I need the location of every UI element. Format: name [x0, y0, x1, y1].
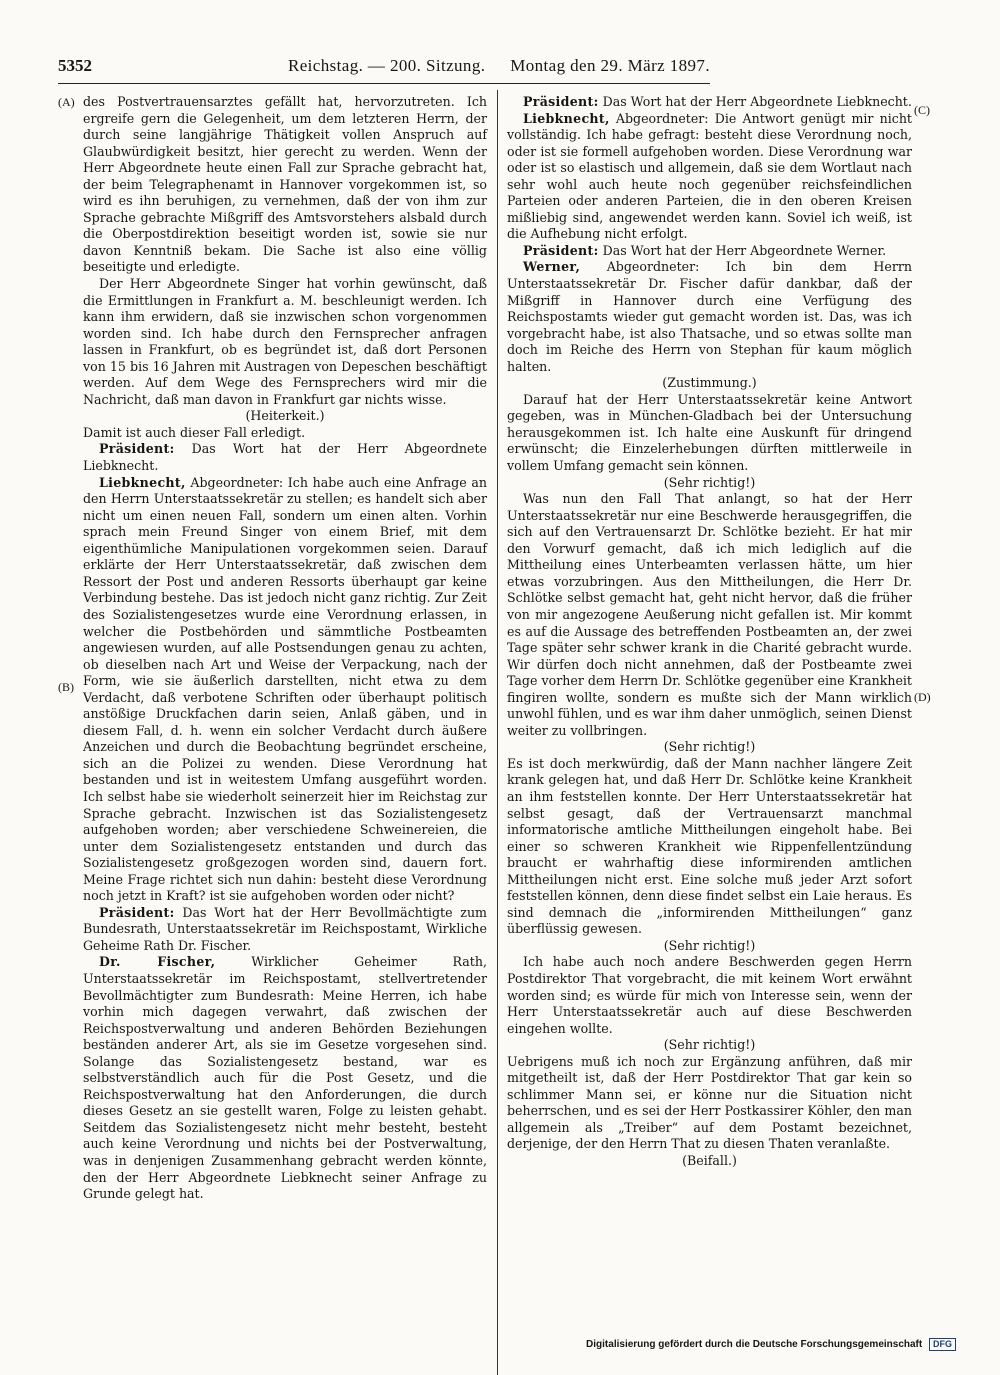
margin-mark-d: (D) — [914, 690, 931, 704]
speaker-name: Dr. Fischer, — [99, 954, 216, 970]
footer-text: Digitalisierung gefördert durch die Deutsche Forschungsgemeinschaft — [586, 1339, 923, 1350]
speaker-name: Werner, — [523, 259, 581, 275]
header-rule — [58, 83, 710, 84]
paragraph — [507, 392, 912, 475]
paragraph — [507, 954, 912, 1037]
margin-mark-b: (B) — [58, 680, 74, 694]
paragraph-text: (Zustimmung.) — [662, 375, 757, 391]
paragraph-text: Wirklicher Geheimer Rath, Unterstaatssekretär im Reichspostamt, stellvertretender Bevollmächtigter zum Bundesrath: Meine Herren, ich habe vorhin mich dagegen verwahrt, daß zwischen der Reichspostverwaltung und anderen Behörden Beziehungen beständen anderer Art, als sie im Gesetze vorgesehen sind. Solange das Sozialistengesetz bestand, war es selbstverständlich auch für die Post Gesetz, und die Reichspostverwaltung hat den Anforderungen, die durch dieses Gesetz an sie gestellt waren, Folge zu leisten gehabt. Seitdem das Sozialistengesetz nicht mehr besteht, besteht auch keine Verordnung und nichts bei der Postverwaltung, was in denjenigen Zusammenhang gebracht werden könnte, den der Herr Abgeordnete Liebknecht seiner Anfrage zu Grunde gelegt hat. — [83, 954, 487, 1202]
paragraph — [507, 491, 912, 739]
speaker-name: Liebknecht, — [523, 110, 610, 126]
paragraph-text: (Sehr richtig!) — [663, 937, 756, 953]
column-divider — [497, 90, 498, 1375]
paragraph-text: Darauf hat der Herr Unterstaatssekretär keine Antwort gegeben, was in München-Gladbach bei der Untersuchung herausgekommen ist. Ich halte eine Auskunft für dringend erwünscht; die Einzelerhebungen dürften mittlerweile in vollem Umfang gemacht sein können. — [507, 391, 912, 474]
paragraph-text: Was nun den Fall That anlangt, so hat der Herr Unterstaatssekretär nur eine Beschwerde herausgegriffen, die sich auf den Vertrauensarzt Dr. Schlötke bezieht. Er hat mir den Vorwurf gemacht, daß ich mich lediglich auf die Mittheilung eines Unterbeamten verlassen hätte, um hier etwas vorzubringen. Aus den Mittheilungen, die Herr Dr. Schlötke selbst gemacht hat, geht nicht hervor, daß die früher von mir angezogene Aeußerung nicht gefallen ist. Mir kommt es auf die Aussage des betreffenden Postbeamten an, der zwei Tage später sehr schwer krank in die Charité gebracht wurde. Wir dürfen doch nicht annehmen, daß der Postbeamte zwei Tage vorher dem Herrn Dr. Schlötke gegenüber eine Krankheit fingiren wollte, sondern es mußte sich der Mann wirklich unwohl fühlen, und es war ihm daher unmöglich, seinen Dienst weiter zu vollbringen. — [507, 491, 912, 738]
paragraph — [507, 756, 912, 938]
paragraph — [83, 954, 487, 1202]
speaker-name: Präsident: — [99, 904, 175, 920]
dfg-logo: DFG — [929, 1338, 956, 1351]
paragraph-text: Damit ist auch dieser Fall erledigt. — [83, 424, 306, 440]
paragraph-text: Abgeordneter: Die Antwort genügt mir nicht vollständig. Ich habe gefragt: besteht diese Verordnung noch, oder ist sie formell aufgehoben worden. Diese Verordnung war oder ist so elastisch und allgemein, daß sie dem Wortlaut nach sehr wohl auch heute noch gegenüber reichsfeindlichen Parteien oder anderen Parteien, die in den oberen Kreisen mißliebig sind, angewendet werden kann. Soviel ich weiß, ist die Aufhebung nicht erfolgt. — [507, 110, 912, 242]
paragraph-text: (Heiterkeit.) — [245, 408, 325, 424]
paragraph — [83, 425, 487, 442]
session-date: Montag den 29. März 1897. — [510, 56, 710, 75]
speaker-name: Präsident: — [523, 94, 599, 109]
paragraph — [83, 94, 487, 276]
page-header — [58, 56, 710, 80]
paragraph — [83, 475, 487, 905]
right-column — [507, 94, 912, 1170]
left-column — [83, 94, 487, 1203]
interjection — [507, 739, 912, 756]
margin-mark-c: (C) — [914, 103, 930, 117]
interjection — [507, 1153, 912, 1170]
paragraph-text: des Postvertrauensarztes gefällt hat, hervorzutreten. Ich ergreife gern die Gelegenheit, um dem letzteren Herrn, der durch seine langjährige Thätigkeit vollen Anspruch auf Glaubwürdigkeit besitzt, hier gerecht zu werden. Wenn der Herr Abgeordnete heute einen Fall zur Sprache gebracht hat, der beim Telegraphenamt in Hannover vorgekommen ist, so wird es ihn beruhigen, zu vernehmen, daß der von ihm zur Sprache gebrachte Mißgriff des Amtsvorstehers alsbald durch die Oberpostdirektion beseitigt worden ist, sowie sie nur davon Kenntniß bekam. Die Sache ist also eine völlig beseitigte und erledigte. — [83, 94, 487, 275]
speaker-name: Präsident: — [99, 441, 175, 457]
paragraph-text: Abgeordneter: Ich bin dem Herrn Unterstaatssekretär Dr. Fischer dafür dankbar, daß der Mißgriff in Hannover durch eine Verfügung des Reichspostamts wieder gut gemacht worden ist. Das, was ich vorgebracht habe, ist also Thatsache, und so etwas sollte man doch im Reiche des Herrn von Stephan für kaum möglich halten. — [507, 259, 912, 374]
interjection — [507, 475, 912, 492]
paragraph-text: Der Herr Abgeordnete Singer hat vorhin gewünscht, daß die Ermittlungen in Frankfurt a. M. beschleunigt werden. Ich kann ihm erwidern, daß sie inzwischen schon vorgenommen worden sind. Ich habe durch den Fernsprecher anfragen lassen in Frankfurt, ob es begründet ist, daß dort Personen von 15 bis 16 Jahren mit Austragen von Depeschen beschäftigt werden. Auf dem Wege des Fernsprechers wird mir die Nachricht, daß man davon in Frankfurt gar nichts wisse. — [83, 276, 487, 407]
page-number: 5352 — [58, 56, 92, 75]
paragraph — [507, 243, 912, 260]
speaker-name: Präsident: — [523, 242, 599, 258]
interjection — [507, 375, 912, 392]
paragraph-text: (Sehr richtig!) — [663, 739, 756, 755]
paragraph-text: Das Wort hat der Herr Bevollmächtigte zum Bundesrath, Unterstaatssekretär im Reichspostamt, Wirkliche Geheime Rath Dr. Fischer. — [83, 904, 487, 953]
paragraph-text: Es ist doch merkwürdig, daß der Mann nachher längere Zeit krank gelegen hat, und daß Herr Dr. Schlötke keine Krankheit an ihm feststellen konnte. Der Herr Unterstaatssekretär hat selbst gesagt, daß der Vertrauensarzt manchmal informatorische amtliche Mittheilungen eingeholt habe. Bei einer so schweren Krankheit wie Rippenfellentzündung braucht er wahrhaftig diese informirenden amtlichen Mittheilungen nicht erst. Eine solche muß jeder Arzt sofort feststellen können, denn diese findet selbst ein Laie heraus. Es sind demnach die „informirenden Mittheilungen“ ganz überflüssig gewesen. — [507, 755, 912, 937]
paragraph — [507, 94, 912, 111]
paragraph — [83, 905, 487, 955]
interjection — [507, 938, 912, 955]
paragraph-text: (Sehr richtig!) — [663, 1037, 756, 1053]
paragraph-text: Abgeordneter: Ich habe auch eine Anfrage an den Herrn Unterstaatssekretär zu stellen; es handelt sich aber nicht um einen neuen Fall, sondern um einen alten. Vorhin sprach mein Freund Singer von einem Brief, mit dem eigenthümliche Manipulationen vorgekommen seien. Darauf erklärte der Herr Unterstaatssekretär, daß zwischen dem Ressort der Post und anderen Ressorts überhaupt gar keine Verbindung bestehe. Das ist jedoch nicht ganz richtig. Zur Zeit des Sozialistengesetzes wurde eine Verordnung erlassen, in welcher die Postbehörden und sämmtliche Postbeamten angewiesen wurden, auf alle Postsendungen genau zu achten, ob dieselben nach Art und Weise der Verpackung, nach der Form, wie sie äußerlich darstellten, nicht etwa zu dem Verdacht, daß verbotene Schriften oder überhaupt politisch anstößige Druckfachen darin seien, Anlaß gäben, und in diesem Fall, d. h. wenn ein solcher Verdacht durch äußere Anzeichen und durch die Beobachtung begründet erscheine, sich an die Polizei zu wenden. Diese Verordnung hat bestanden und ist in weitestem Umfang ausgeführt worden. Ich selbst habe sie wiederholt seinerzeit hier im Reichstag zur Sprache gebracht. Inzwischen ist das Sozialistengesetz aufgehoben worden; aber verschiedene Schweinereien, die unter dem Sozialistengesetz entstanden und durch das Sozialistengesetz großgezogen worden sind, dauern fort. Meine Frage richtet sich nun dahin: besteht diese Verordnung noch jetzt in Kraft? ist sie aufgehoben worden oder nicht? — [83, 474, 487, 904]
paragraph-text: (Beifall.) — [682, 1153, 737, 1168]
paragraph — [507, 111, 912, 243]
paragraph-text: Uebrigens muß ich noch zur Ergänzung anführen, daß mir mitgetheilt ist, daß der Herr Postdirektor That gar kein so schlimmer Mann sei, er könne nur die Situation nicht beherrschen, und es sei der Herr Postkassirer Köhler, den man allgemein als „Treiber“ auf dem Postamt bezeichnet, derjenige, der den Herrn That zu diesen Thaten veranlaßte. — [507, 1053, 912, 1152]
paragraph-text: (Sehr richtig!) — [663, 474, 756, 490]
paragraph-text: Ich habe auch noch andere Beschwerden gegen Herrn Postdirektor That vorgebracht, die mit keinem Wort erwähnt worden sind; es würde für mich von Interesse sein, wenn der Herr Unterstaatssekretär auch auf diese Beschwerden eingehen wollte. — [507, 954, 912, 1036]
margin-mark-a: (A) — [58, 95, 75, 109]
session-title: Reichstag. — 200. Sitzung. — [288, 56, 486, 75]
speaker-name: Liebknecht, — [99, 474, 186, 490]
interjection — [83, 408, 487, 425]
paragraph — [83, 276, 487, 408]
interjection — [507, 1037, 912, 1054]
paragraph — [83, 441, 487, 474]
paragraph — [507, 1054, 912, 1153]
paragraph-text: Das Wort hat der Herr Abgeordnete Liebknecht. — [83, 441, 487, 474]
paragraph — [507, 259, 912, 375]
paragraph-text: Das Wort hat der Herr Abgeordnete Liebknecht. — [598, 94, 912, 109]
paragraph-text: Das Wort hat der Herr Abgeordnete Werner. — [598, 242, 887, 258]
footer-credit — [586, 1338, 956, 1351]
